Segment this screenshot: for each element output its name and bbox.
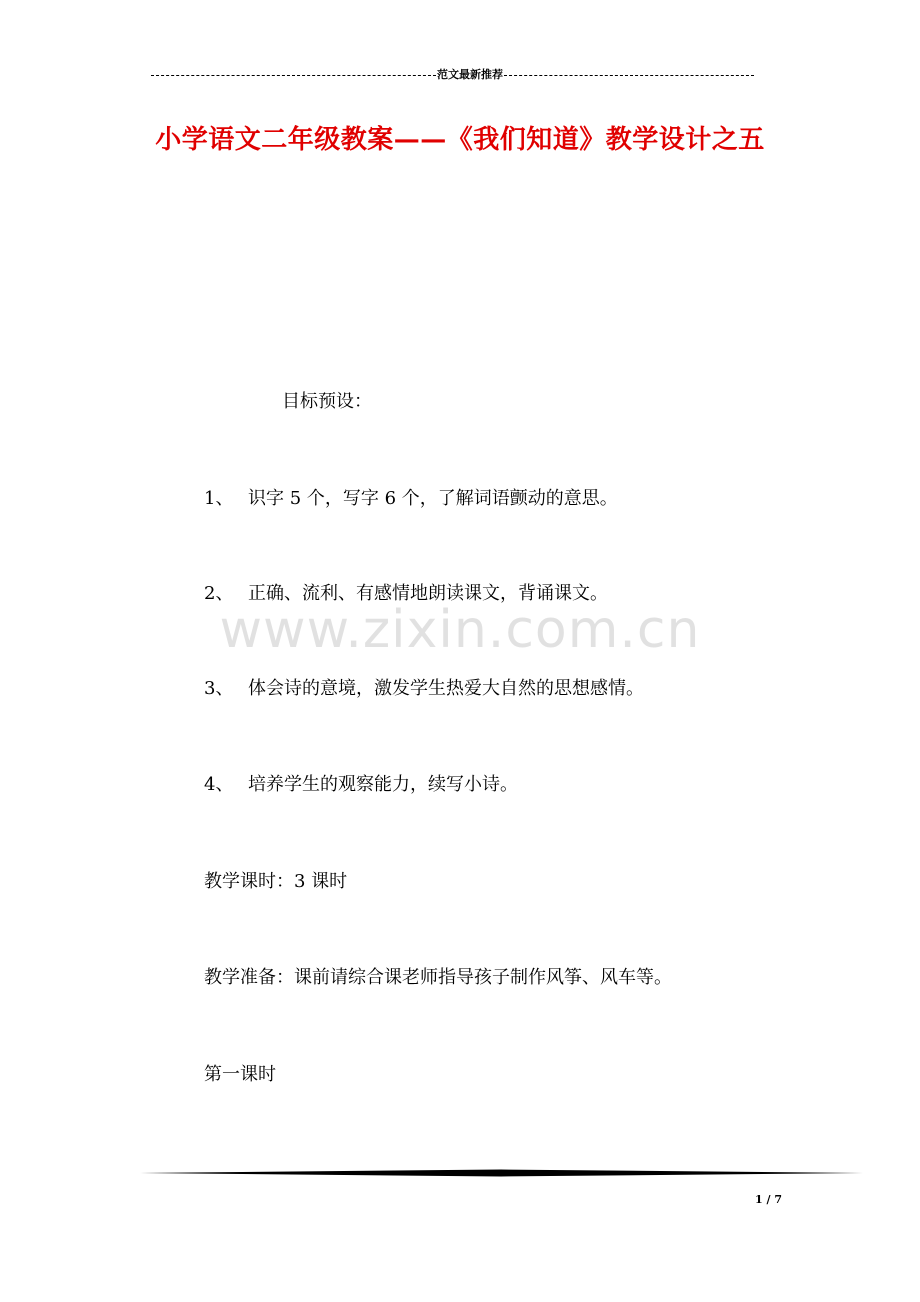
goal-item-2 [204, 581, 608, 607]
goal-text: 正确、流利、有感情地朗读课文，背诵课文。 [248, 583, 608, 604]
document-title: 小学语文二年级教案——《我们知道》教学设计之五 [155, 125, 765, 155]
goal-number: 2、 [204, 583, 234, 604]
header-label: 范文最新推荐 [437, 68, 503, 81]
footer-divider [140, 1168, 863, 1178]
page-number: 1 / 7 [755, 1193, 782, 1206]
page-header [140, 68, 765, 82]
first-lesson-heading: 第一课时 [204, 1064, 276, 1085]
goal-item-4 [204, 772, 518, 798]
goal-number: 1、 [204, 488, 234, 509]
goal-text: 识字 5 个，写字 6 个，了解词语颤动的意思。 [248, 488, 618, 509]
goal-item-1 [204, 486, 618, 512]
goals-heading: 目标预设： [282, 391, 372, 412]
goal-number: 4、 [204, 774, 234, 795]
goal-item-3 [204, 676, 644, 702]
goal-text: 体会诗的意境，激发学生热爱大自然的思想感情。 [248, 678, 644, 699]
goal-text: 培养学生的观察能力，续写小诗。 [248, 774, 518, 795]
header-divider-left [151, 75, 436, 76]
teaching-preparation: 教学准备：课前请综合课老师指导孩子制作风筝、风车等。 [204, 967, 672, 988]
watermark: www.zixin.com.cn [219, 600, 701, 660]
class-hours: 教学课时：3 课时 [204, 871, 348, 892]
header-divider-right [504, 75, 754, 76]
goal-number: 3、 [204, 678, 234, 699]
